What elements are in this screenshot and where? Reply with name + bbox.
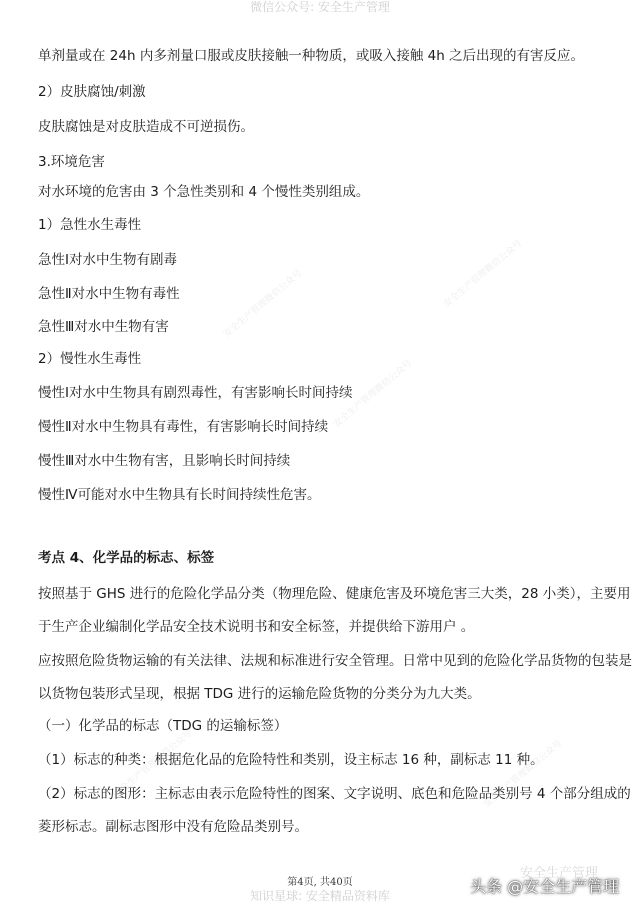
list-item: 慢性Ⅳ可能对水中生物具有长时间持续性危害。 [38, 487, 321, 503]
paragraph-line: 应按照危险货物运输的有关法律、法规和标准进行安全管理。日常中见到的危险化学品货物的包装是 [38, 653, 632, 669]
paragraph-line: 以货物包装形式呈现，根据 TDG 进行的运输危险货物的分类分为九大类。 [38, 686, 481, 702]
faint-brand-watermark: 安全生产管理 [520, 866, 599, 881]
list-item: 急性Ⅲ对水中生物有害 [38, 319, 169, 335]
diagonal-watermark: 安全生产管理微信公众号 [111, 728, 195, 800]
paragraph-line: （1）标志的种类：根据危化品的危险特性和类别，设主标志 16 种，副标志 11 种。 [38, 752, 544, 768]
list-item: 慢性Ⅲ对水中生物有害，且影响长时间持续 [38, 453, 291, 469]
diagonal-watermark: 安全生产管理微信公众号 [441, 238, 525, 310]
paragraph-line: 于生产企业编制化学品安全技术说明书和安全标签，并提供给下游用户 。 [38, 619, 475, 635]
page-number: 第4页, 共40页 [287, 877, 353, 888]
toutiao-attribution: 头条 @安全生产管理 [470, 877, 620, 896]
section-heading: 3.环境危害 [38, 154, 105, 170]
list-item: 急性Ⅱ对水中生物有毒性 [38, 286, 180, 302]
diagonal-watermark: 安全生产管理微信公众号 [221, 268, 305, 340]
paragraph-line: 菱形标志。副标志图形中没有危险品类别号。 [38, 819, 308, 835]
bottom-watermark: 知识星球: 安全精品资料库 [250, 889, 390, 903]
top-watermark: 微信公众号: 安全生产管理 [250, 0, 390, 14]
diagonal-watermark: 安全生产管理微信公众号 [331, 358, 415, 430]
diagonal-watermark: 安全生产管理微信公众号 [481, 738, 565, 810]
list-item: 慢性Ⅱ对水中生物具有毒性，有害影响长时间持续 [38, 419, 329, 435]
paragraph-line: 皮肤腐蚀是对皮肤造成不可逆损伤。 [38, 119, 254, 135]
subheading: 1）急性水生毒性 [38, 217, 142, 233]
paragraph-line: 按照基于 GHS 进行的危险化学品分类（物理危险、健康危害及环境危害三大类，28 小类），主要用 [38, 586, 631, 602]
subheading: （一）化学品的标志（TDG 的运输标签） [38, 718, 288, 734]
paragraph-line: 单剂量或在 24h 内多剂量口服或皮肤接触一种物质，或吸入接触 4h 之后出现的有害反应。 [38, 48, 585, 64]
topic-heading: 考点 4、化学品的标志、标签 [38, 550, 215, 566]
list-item: 急性Ⅰ对水中生物有剧毒 [38, 252, 177, 268]
list-item: 慢性Ⅰ对水中生物具有剧烈毒性，有害影响长时间持续 [38, 385, 353, 401]
paragraph-line: 对水环境的危害由 3 个急性类别和 4 个慢性类别组成。 [38, 184, 370, 200]
subheading: 2）皮肤腐蚀/刺激 [38, 84, 146, 100]
paragraph-line: （2）标志的图形：主标志由表示危险特性的图案、文字说明、底色和危险品类别号 4 个部分组成的 [38, 786, 631, 802]
subheading: 2）慢性水生毒性 [38, 351, 142, 367]
